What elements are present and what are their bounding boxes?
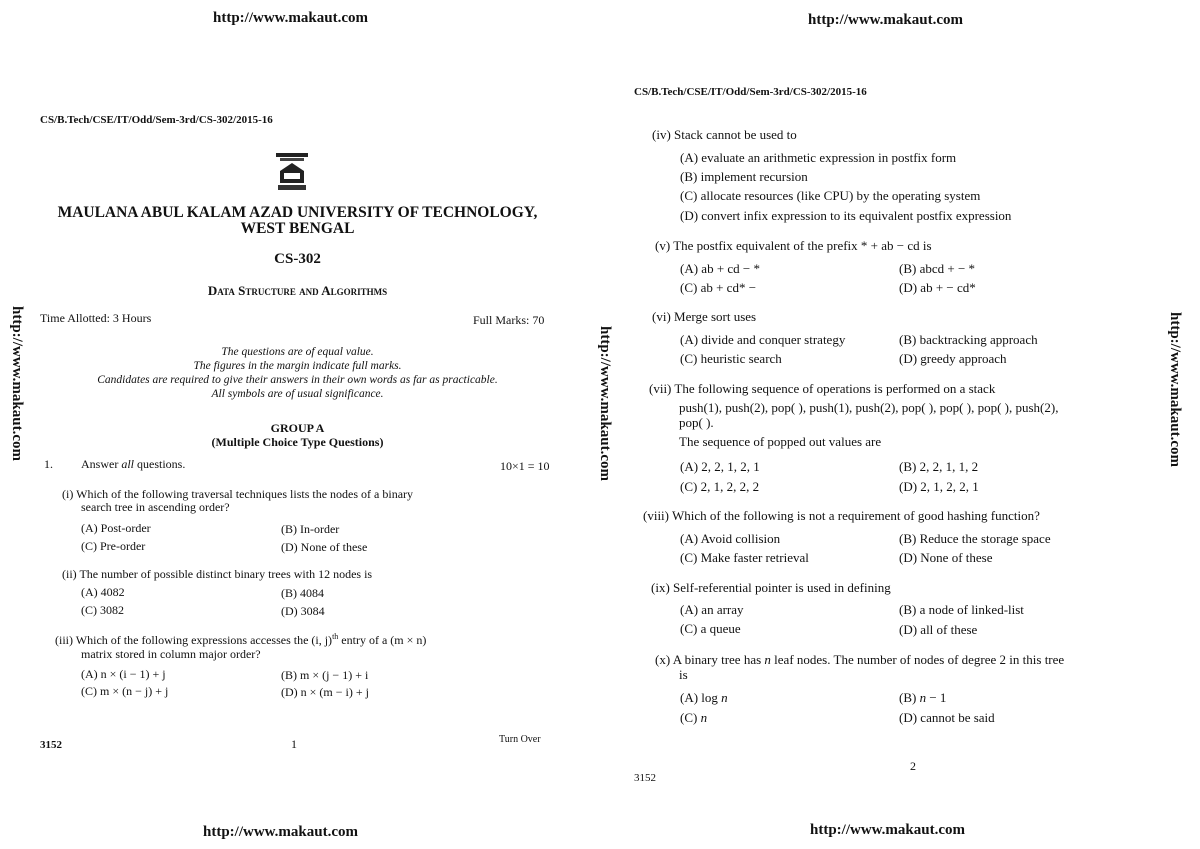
watermark-bottom-right: http://www.makaut.com — [810, 822, 966, 838]
option: (C) Make faster retrieval — [680, 550, 809, 565]
page2-footer-code: 3152 — [634, 772, 656, 784]
option: (B) 2, 2, 1, 1, 2 — [899, 459, 979, 474]
university-name-line2: WEST BENGAL — [240, 220, 355, 237]
option: (B) n − 1 — [899, 690, 947, 705]
watermark-vertical-right: http://www.makaut.com — [1167, 312, 1183, 468]
question-vii: (vii) The following sequence of operations is performed on a stack push(1), push(2), pop( ), push(1), push(2), pop( ), pop( ), pop( ), push(2), pop( ). The sequence of popped out values are — [649, 381, 1059, 449]
instructions — [40, 345, 555, 401]
option: (A) divide and conquer strategy — [680, 332, 846, 347]
question-number: 1. — [44, 457, 53, 471]
option: (B) a node of linked-list — [899, 602, 1024, 617]
instruction-line: All symbols are of usual significance. — [211, 388, 384, 400]
option: (C) ab + cd* − — [680, 280, 757, 295]
option: (D) convert infix expression to its equivalent postfix expression — [680, 208, 1012, 223]
option: (B) 4084 — [281, 586, 324, 600]
option: (D) 2, 1, 2, 2, 1 — [899, 479, 979, 494]
option: (D) all of these — [899, 622, 978, 637]
option: (A) an array — [680, 602, 744, 617]
page1-paper-code-header: CS/B.Tech/CSE/IT/Odd/Sem-3rd/CS-302/2015-16 — [40, 114, 273, 126]
subject-title: Data Structure and Algorithms — [207, 283, 388, 298]
option: (B) Reduce the storage space — [899, 531, 1051, 546]
option: (A) n × (i − 1) + j — [81, 667, 166, 681]
option: (C) m × (n − j) + j — [81, 684, 169, 698]
group-title: GROUP A — [270, 421, 325, 435]
group-subtitle: (Multiple Choice Type Questions) — [211, 435, 384, 449]
question-iii: (iii) Which of the following expressions accesses the (i, j)$^{th}$ entry of a (m × n) matrix stored in column major order? — [55, 632, 427, 661]
page2-number: 2 — [910, 759, 916, 773]
watermark-vertical-center: http://www.makaut.com — [597, 326, 613, 482]
question-x: (x) A binary tree has n leaf nodes. The number of nodes of degree 2 in this tree is — [655, 652, 1065, 682]
watermark-top-left: http://www.makaut.com — [213, 10, 369, 26]
option: (C) n — [680, 710, 708, 725]
university-logo-icon — [274, 153, 310, 191]
question-ix: (ix) Self-referential pointer is used in defining — [651, 580, 891, 595]
question-viii: (viii) Which of the following is not a requirement of good hashing function? — [643, 508, 1040, 523]
option: (A) Post-order — [81, 521, 151, 535]
option: (C) allocate resources (like CPU) by the operating system — [680, 188, 981, 203]
paper-code-title: CS-302 — [274, 251, 321, 267]
option: (D) 3084 — [281, 604, 325, 618]
question-marks: 10×1 = 10 — [500, 459, 550, 473]
instruction-line: The questions are of equal value. — [221, 346, 374, 358]
turn-over: Turn Over — [499, 734, 541, 745]
question-v: (v) The postfix equivalent of the prefix * + ab − cd is — [655, 238, 932, 253]
option: (B) backtracking approach — [899, 332, 1038, 347]
page1-number: 1 — [291, 737, 297, 751]
university-name-line1: MAULANA ABUL KALAM AZAD UNIVERSITY OF TECHNOLOGY, — [57, 204, 538, 221]
option: (A) 4082 — [81, 585, 125, 599]
page2-paper-code-header: CS/B.Tech/CSE/IT/Odd/Sem-3rd/CS-302/2015-16 — [634, 86, 867, 98]
option: (C) Pre-order — [81, 539, 146, 553]
watermark-bottom-left: http://www.makaut.com — [203, 824, 359, 840]
option: (A) Avoid collision — [680, 531, 781, 546]
option: (D) None of these — [899, 550, 993, 565]
option: (B) abcd + − * — [899, 261, 976, 276]
watermark-vertical-left: http://www.makaut.com — [9, 306, 25, 462]
option: (A) 2, 2, 1, 2, 1 — [680, 459, 760, 474]
option: (D) None of these — [281, 540, 368, 554]
option: (B) implement recursion — [680, 169, 808, 184]
option: (B) m × (j − 1) + i — [281, 668, 369, 682]
question-ii: (ii) The number of possible distinct binary trees with 12 nodes is — [62, 567, 373, 581]
option: (C) 2, 1, 2, 2, 2 — [680, 479, 760, 494]
question-vi: (vi) Merge sort uses — [652, 309, 757, 324]
option: (D) ab + − cd* — [899, 280, 976, 295]
option: (B) In-order — [281, 522, 340, 536]
instruction-line: The figures in the margin indicate full marks. — [193, 360, 402, 372]
option: (A) ab + cd − * — [680, 261, 760, 276]
question-iv: (iv) Stack cannot be used to — [652, 127, 797, 142]
option: (D) greedy approach — [899, 351, 1007, 366]
option: (C) heuristic search — [680, 351, 782, 366]
option: (C) 3082 — [81, 603, 124, 617]
option: (A) evaluate an arithmetic expression in postfix form — [680, 150, 957, 165]
option: (C) a queue — [680, 621, 741, 636]
instruction-line: Candidates are required to give their answers in their own words as far as practicable. — [97, 374, 498, 386]
watermark-top-right: http://www.makaut.com — [808, 12, 964, 28]
time-allotted: Time Allotted: 3 Hours — [40, 311, 152, 325]
option: (D) n × (m − i) + j — [281, 685, 369, 699]
page1-footer-code: 3152 — [40, 739, 62, 751]
option: (A) log n — [680, 690, 728, 705]
full-marks: Full Marks: 70 — [473, 313, 545, 327]
option: (D) cannot be said — [899, 710, 995, 725]
answer-instruction: Answer all questions. — [81, 457, 186, 471]
question-i: (i) Which of the following traversal techniques lists the nodes of a binary search tree in ascending order? — [62, 487, 414, 514]
